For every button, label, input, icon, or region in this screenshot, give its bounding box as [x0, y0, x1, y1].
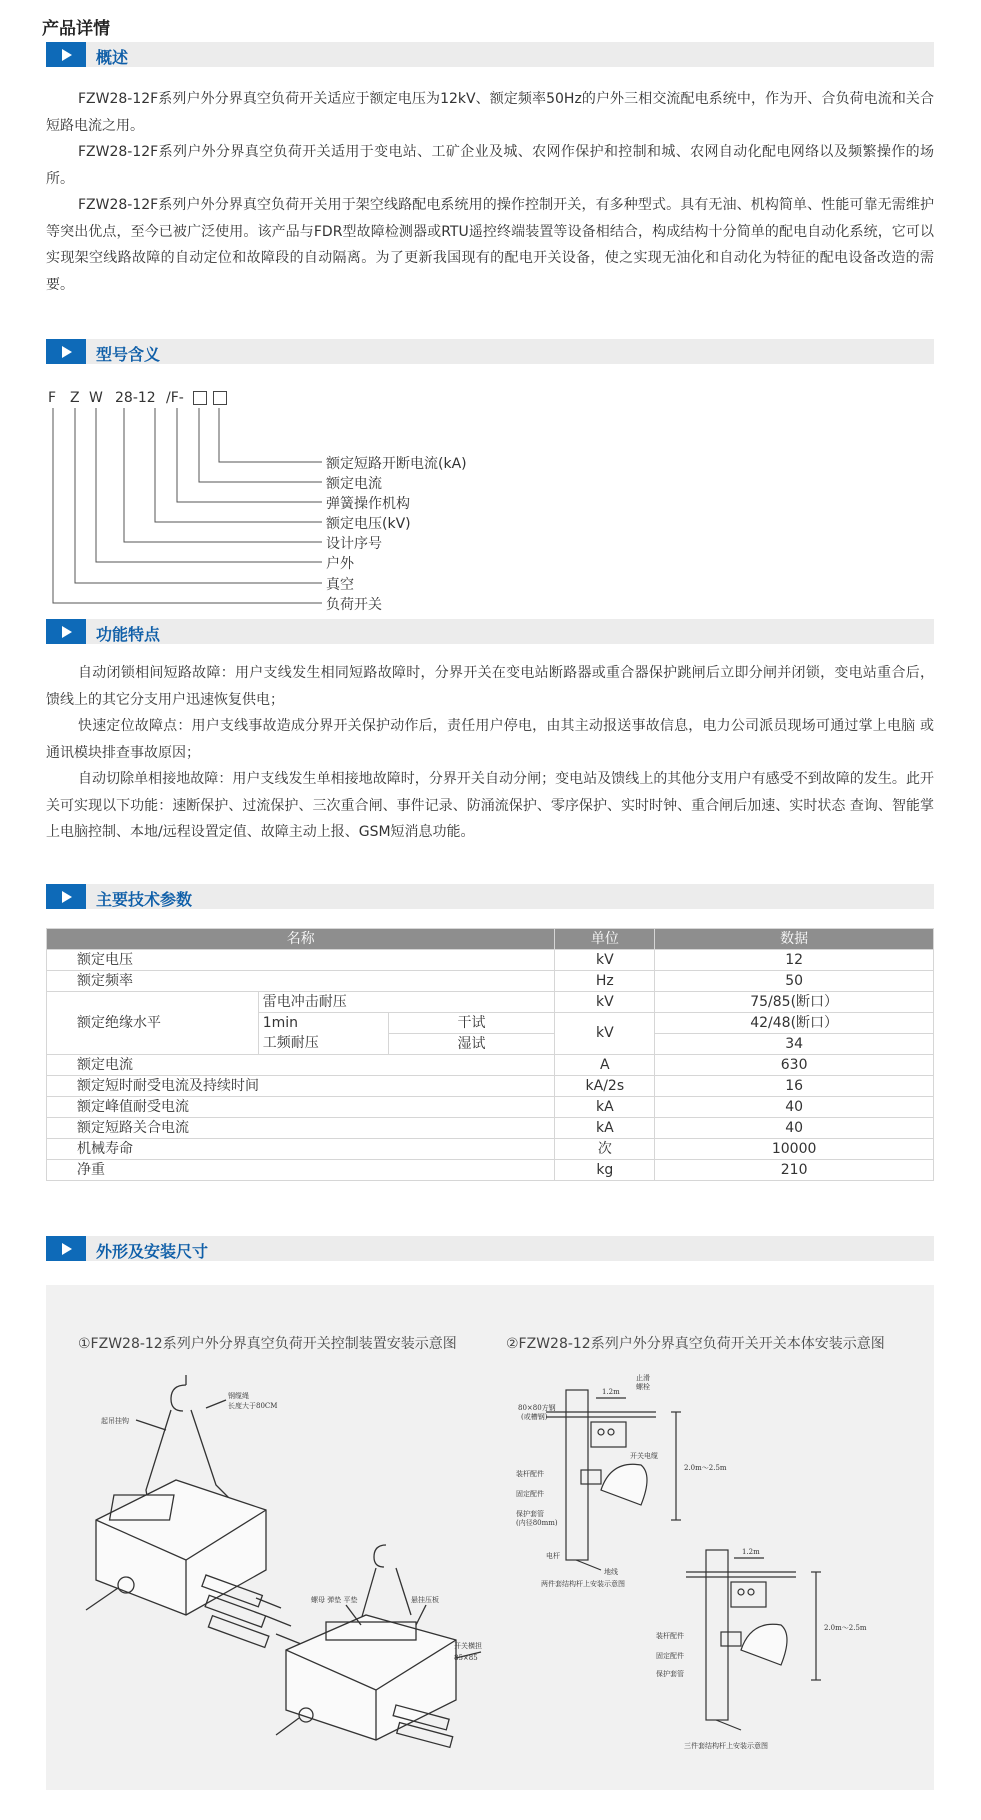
param-unit: kV — [555, 950, 655, 971]
model-meaning: 额定电流 — [326, 476, 382, 492]
param-subname: 雷电冲击耐压 — [258, 992, 555, 1013]
section-title: 型号含义 — [96, 345, 161, 364]
model-meaning: 设计序号 — [326, 536, 382, 552]
model-code-char: F — [48, 390, 57, 406]
label-switch-line: 开关电缆 — [630, 1452, 658, 1460]
param-name: 额定短时耐受电流及持续时间 — [47, 1076, 555, 1097]
overview-paragraph: FZW28-12F系列户外分界真空负荷开关适用于变电站、工矿企业及城、农网作保护和控制和城、农网自动化配电网络以及频繁操作的场所。 — [46, 144, 934, 187]
param-subname: 工频耐压 — [258, 1034, 388, 1055]
model-code-char: W — [89, 390, 103, 406]
section-title: 功能特点 — [96, 625, 161, 644]
label-ground: 地线 — [604, 1568, 618, 1576]
play-triangle-icon — [62, 1243, 72, 1255]
model-meaning: 额定短路开断电流(kA) — [326, 456, 467, 472]
table-row — [47, 992, 934, 1013]
diagram-panel — [46, 1285, 934, 1790]
param-unit: kV — [555, 1013, 655, 1055]
param-name: 额定绝缘水平 — [47, 992, 259, 1055]
label-steel-alt: (或槽钢) — [521, 1413, 548, 1421]
param-unit: kV — [555, 992, 655, 1013]
param-value: 40 — [655, 1097, 934, 1118]
table-header: 名称 — [47, 929, 555, 950]
param-name: 额定峰值耐受电流 — [47, 1097, 555, 1118]
model-meaning: 真空 — [326, 577, 354, 593]
label-fix: 固定配件 — [516, 1490, 544, 1498]
table-row — [47, 1118, 934, 1139]
spec-table — [46, 928, 934, 1181]
model-code-char: Z — [70, 390, 80, 406]
section-header-features — [46, 619, 934, 644]
label-sleeve: 保护套管 — [516, 1510, 544, 1518]
param-unit: kA/2s — [555, 1076, 655, 1097]
overview-paragraph: FZW28-12F系列户外分界真空负荷开关适应于额定电压为12kV、额定频率50Hz的户外三相交流配电系统中，作为开、合负荷电流和关合短路电流之用。 — [46, 91, 934, 134]
table-row — [47, 1139, 934, 1160]
param-name: 额定电压 — [47, 950, 555, 971]
param-value: 42/48(断口） — [655, 1013, 934, 1034]
label-fix-b: 固定配件 — [656, 1652, 684, 1660]
param-subname: 湿试 — [388, 1034, 555, 1055]
table-header: 单位 — [555, 929, 655, 950]
table-header-row — [47, 929, 934, 950]
overview-paragraph: FZW28-12F系列户外分界真空负荷开关用于架空线路配电系统用的操作控制开关，有多种型式。具有无油、机构简单、性能可靠无需维护等突出优点，至今已被广泛使用。该产品与FDR型故障检测器或RTU遥控终端装置等设备相结合，构成结构十分简单的配电自动化系统，它可以实现架空线路故障的自动定位和故障段的自动隔离。为了更新我国现有的配电开关设备，使之实现无油化和自动化为特征的配电设备改造的需要。 — [46, 197, 934, 293]
section-header-dimensions — [46, 1236, 934, 1261]
param-unit: Hz — [555, 971, 655, 992]
label-dimension-b: 1.2m — [742, 1548, 760, 1556]
label-beam: 开关横担 — [454, 1642, 482, 1650]
model-code-char: 28-12 — [115, 390, 156, 406]
param-value: 10000 — [655, 1139, 934, 1160]
label-rope: 钢缆绳 — [228, 1392, 249, 1400]
label-bolt: 螺栓 — [636, 1383, 650, 1391]
model-bracket-lines — [0, 0, 981, 620]
label-pole: 电杆 — [546, 1552, 560, 1560]
table-row — [47, 950, 934, 971]
diagram-caption: ②FZW28-12系列户外分界真空负荷开关开关本体安装示意图 — [506, 1336, 885, 1352]
param-name: 额定短路关合电流 — [47, 1118, 555, 1139]
label-hook: 起吊挂钩 — [101, 1417, 129, 1425]
param-value: 12 — [655, 950, 934, 971]
param-name: 额定频率 — [47, 971, 555, 992]
param-subname: 1min — [258, 1013, 388, 1034]
label-height: 2.0m～2.5m — [684, 1464, 727, 1472]
features-paragraph: 自动闭锁相间短路故障：用户支线发生相同短路故障时，分界开关在变电站断路器或重合器保护跳闸后立即分闸并闭锁，变电站重合后， 馈线上的其它分支用户迅速恢复供电； — [46, 665, 934, 708]
play-triangle-icon — [62, 626, 72, 638]
label-rope-length: 长度大于80CM — [228, 1402, 278, 1410]
param-value: 75/85(断口） — [655, 992, 934, 1013]
table-row — [47, 1160, 934, 1181]
table-row — [47, 971, 934, 992]
features-paragraph: 自动切除单相接地故障：用户支线发生单相接地故障时，分界开关自动分闸；变电站及馈线上的其他分支用户有感受不到故障的发生。此开关可实现以下功能：速断保护、过流保护、三次重合闸、事件记录、防涌流保护、零序保护、实时时钟、重合闸后加速、实时状态 查询、智能掌上电脑控制、本地/远程设置定值、故障主动上报、GSM短消息功能。 — [46, 771, 934, 840]
param-unit: 次 — [555, 1139, 655, 1160]
param-name: 机械寿命 — [47, 1139, 555, 1160]
diagram-caption: ①FZW28-12系列户外分界真空负荷开关控制装置安装示意图 — [78, 1336, 457, 1352]
param-unit: kA — [555, 1118, 655, 1139]
model-meaning: 负荷开关 — [326, 597, 382, 613]
param-unit: kA — [555, 1097, 655, 1118]
param-value: 34 — [655, 1034, 934, 1055]
param-value: 16 — [655, 1076, 934, 1097]
section-title: 外形及安装尺寸 — [96, 1242, 209, 1261]
features-paragraph: 快速定位故障点：用户支线事故造成分界开关保护动作后，责任用户停电，由其主动报送事故信息，电力公司派员现场可通过掌上电脑 或通讯模块排查事故原因； — [46, 718, 934, 761]
label-nut: 螺母 弹垫 平垫 — [311, 1596, 358, 1604]
model-meaning: 户外 — [326, 556, 354, 572]
param-value: 50 — [655, 971, 934, 992]
table-row — [47, 1076, 934, 1097]
switch-installation-figure — [66, 1370, 486, 1780]
section-title: 主要技术参数 — [96, 890, 193, 909]
label-arm: 装杆配件 — [516, 1470, 544, 1478]
model-meaning: 额定电压(kV) — [326, 516, 411, 532]
table-row — [47, 1055, 934, 1076]
label-steel: 80×80方钢 — [518, 1404, 556, 1412]
param-value: 630 — [655, 1055, 934, 1076]
label-beam-size: 85×85 — [454, 1654, 478, 1662]
table-header: 数据 — [655, 929, 934, 950]
section-title: 概述 — [96, 48, 129, 67]
label-arm-b: 装杆配件 — [656, 1632, 684, 1640]
label-plate: 悬挂压板 — [411, 1596, 439, 1604]
model-code-char: /F- — [166, 390, 184, 406]
page-title: 产品详情 — [42, 19, 110, 39]
label-caption-b: 三件套结构杆上安装示意图 — [684, 1742, 768, 1750]
param-value: 210 — [655, 1160, 934, 1181]
model-meaning: 弹簧操作机构 — [326, 496, 410, 512]
label-sleeve-b: 保护套管 — [656, 1670, 684, 1678]
label-sleeve-size: (内径80mm) — [516, 1519, 558, 1527]
label-height-b: 2.0m～2.5m — [824, 1624, 867, 1632]
param-name: 净重 — [47, 1160, 555, 1181]
table-row — [47, 1097, 934, 1118]
param-subname: 干试 — [388, 1013, 555, 1034]
play-triangle-icon — [62, 891, 72, 903]
param-name: 额定电流 — [47, 1055, 555, 1076]
label-caption-a: 两件套结构杆上安装示意图 — [541, 1580, 625, 1588]
label-dimension: 1.2m — [602, 1388, 620, 1396]
section-header-specs — [46, 884, 934, 909]
param-unit: kg — [555, 1160, 655, 1181]
pole-installation-figure — [506, 1370, 926, 1780]
param-unit: A — [555, 1055, 655, 1076]
param-value: 40 — [655, 1118, 934, 1139]
label-stop: 止滑 — [636, 1374, 650, 1382]
